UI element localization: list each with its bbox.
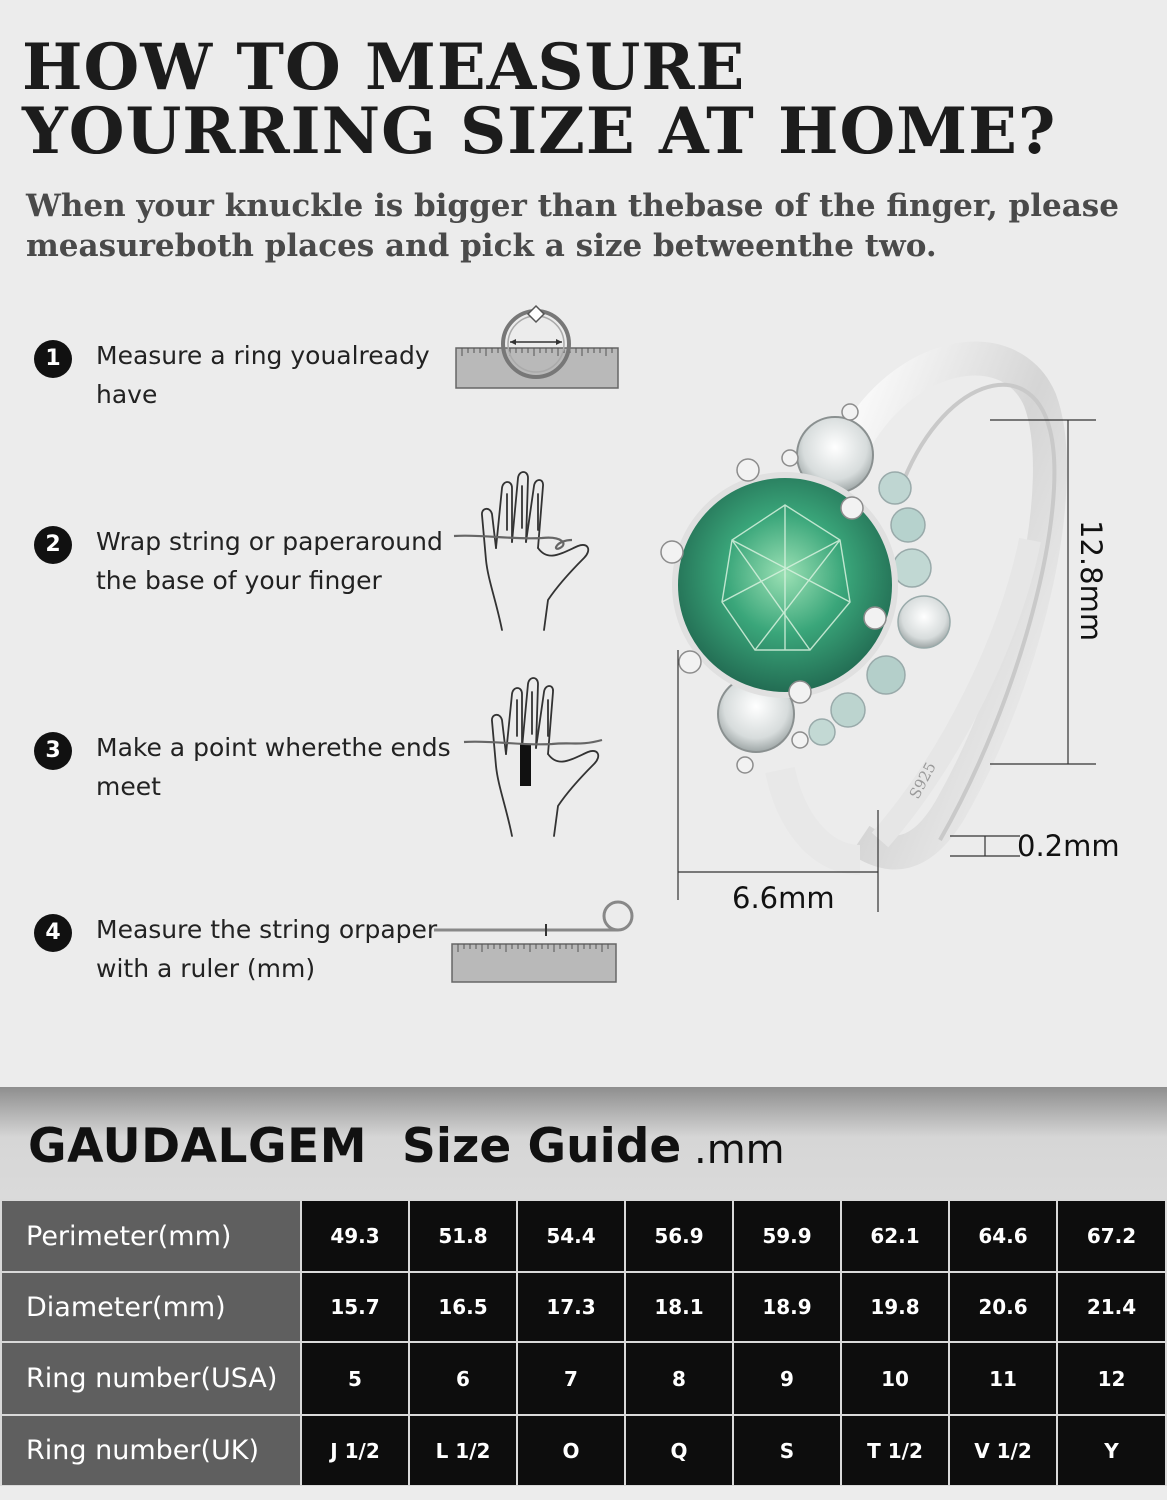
step-text: Make a point wherethe ends meet	[96, 733, 451, 801]
step-number: 2	[34, 526, 72, 564]
size-table	[0, 1199, 1167, 1487]
step-3	[34, 728, 454, 818]
page-subtitle: When your knuckle is bigger than thebase of the finger, please measureboth places and pick a size betweenthe two.	[26, 188, 1119, 264]
table-cell: 20.6	[949, 1272, 1057, 1342]
table-cell: Y	[1057, 1415, 1166, 1486]
table-cell: 51.8	[409, 1200, 517, 1272]
bottom-margin	[0, 1486, 1167, 1500]
table-cell: 64.6	[949, 1200, 1057, 1272]
row-header: Ring number(USA)	[1, 1342, 301, 1415]
table-cell: 18.1	[625, 1272, 733, 1342]
table-cell: 5	[301, 1342, 409, 1415]
table-cell: 49.3	[301, 1200, 409, 1272]
width-dimension-label: 6.6mm	[732, 881, 835, 915]
table-cell: 62.1	[841, 1200, 949, 1272]
table-row	[1, 1342, 1166, 1415]
table-cell: 18.9	[733, 1272, 841, 1342]
table-cell: 17.3	[517, 1272, 625, 1342]
table-row	[1, 1200, 1166, 1272]
table-cell: V 1/2	[949, 1415, 1057, 1486]
hand-with-string-icon	[452, 470, 602, 640]
step-text: Measure the string orpaper with a ruler (mm)	[96, 915, 438, 983]
size-guide-title: Size Guide	[402, 1119, 682, 1174]
table-cell: 7	[517, 1342, 625, 1415]
table-cell: 59.9	[733, 1200, 841, 1272]
page-title: HOW TO MEASURE YOURRING SIZE AT HOME?	[22, 30, 1057, 169]
table-cell: 21.4	[1057, 1272, 1166, 1342]
step-number: 3	[34, 732, 72, 770]
table-cell: 16.5	[409, 1272, 517, 1342]
band-dimension-label: 0.2mm	[1017, 829, 1120, 863]
row-header: Perimeter(mm)	[1, 1200, 301, 1272]
table-cell: 67.2	[1057, 1200, 1166, 1272]
hand-with-marked-string-icon	[462, 676, 612, 846]
table-cell: T 1/2	[841, 1415, 949, 1486]
height-dimension-label: 12.8mm	[1074, 520, 1108, 642]
step-2	[34, 522, 454, 612]
step-text: Wrap string or paperaround the base of your finger	[96, 527, 443, 595]
table-cell: Q	[625, 1415, 733, 1486]
table-cell: O	[517, 1415, 625, 1486]
row-header: Diameter(mm)	[1, 1272, 301, 1342]
brand-name: GAUDALGEM	[28, 1119, 367, 1174]
table-row	[1, 1415, 1166, 1486]
table-cell: 8	[625, 1342, 733, 1415]
table-cell: 9	[733, 1342, 841, 1415]
table-cell: 56.9	[625, 1200, 733, 1272]
table-cell: S	[733, 1415, 841, 1486]
size-guide-header	[0, 1087, 1167, 1199]
table-cell: 12	[1057, 1342, 1166, 1415]
step-1	[34, 336, 454, 426]
table-cell: 10	[841, 1342, 949, 1415]
table-cell: 54.4	[517, 1200, 625, 1272]
table-cell: 11	[949, 1342, 1057, 1415]
s925-stamp: S925	[905, 759, 940, 802]
table-cell: 19.8	[841, 1272, 949, 1342]
ring-on-ruler-icon	[452, 302, 622, 394]
step-number: 1	[34, 340, 72, 378]
table-cell: 15.7	[301, 1272, 409, 1342]
step-number: 4	[34, 914, 72, 952]
table-row	[1, 1272, 1166, 1342]
table-cell: L 1/2	[409, 1415, 517, 1486]
step-4	[34, 910, 454, 1000]
row-header: Ring number(UK)	[1, 1415, 301, 1486]
table-cell: 6	[409, 1342, 517, 1415]
table-cell: J 1/2	[301, 1415, 409, 1486]
string-on-ruler-icon	[432, 894, 642, 986]
step-text: Measure a ring youalready have	[96, 341, 430, 409]
size-guide-unit: .mm	[694, 1127, 785, 1173]
